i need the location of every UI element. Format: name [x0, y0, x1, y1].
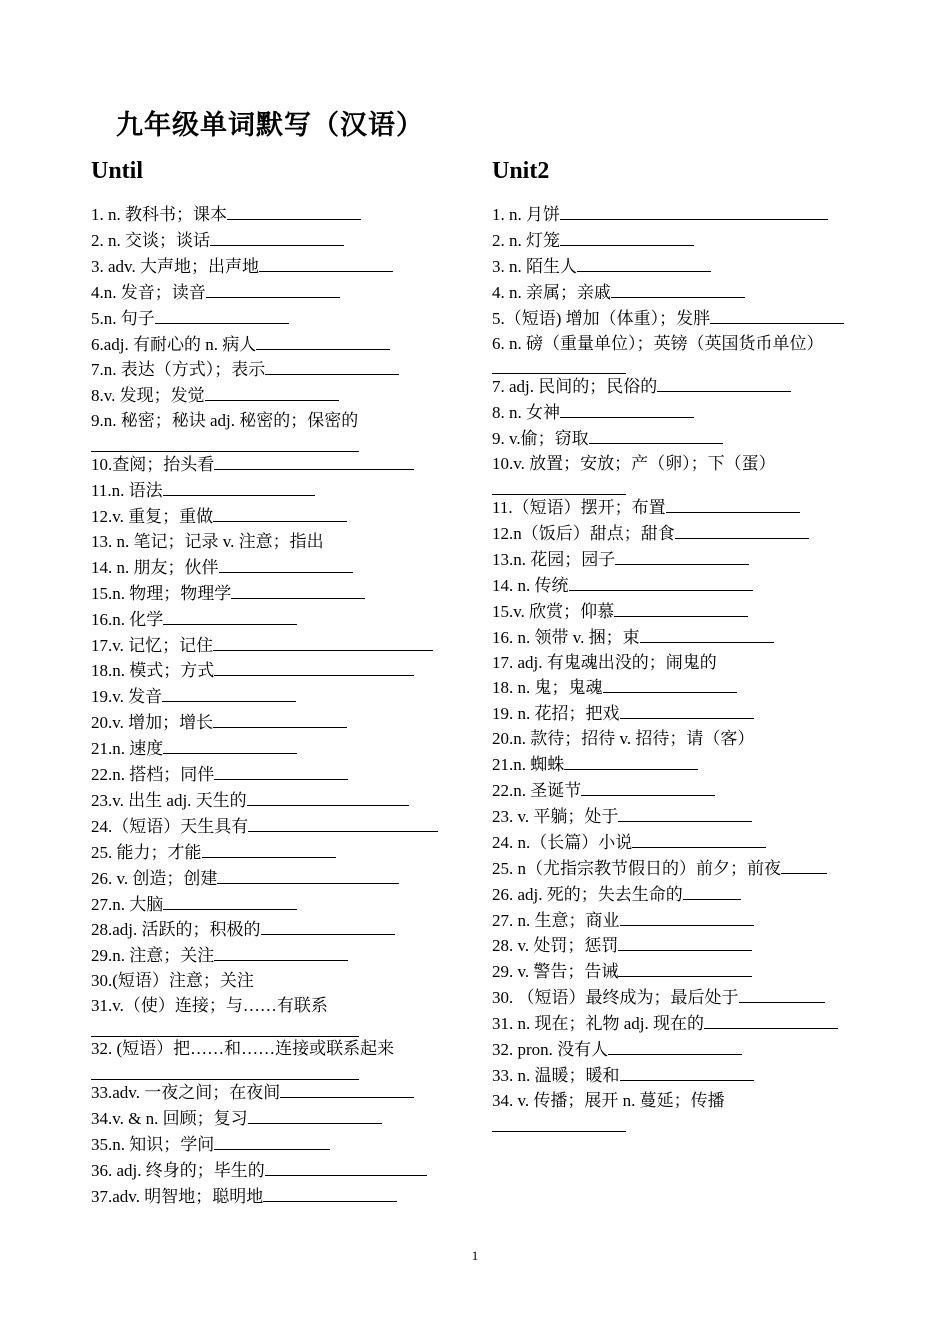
unit1-column	[91, 156, 471, 1210]
vocab-prompt: 24.（短语）天生具有	[91, 816, 249, 836]
vocab-item	[492, 573, 872, 599]
answer-blank[interactable]	[614, 599, 748, 617]
vocab-prompt: 2. n. 交谈；谈话	[91, 230, 210, 250]
vocab-prompt: 13. n. 笔记；记录 v. 注意；指出	[91, 531, 324, 551]
vocab-prompt: 29.n. 注意；关注	[91, 946, 215, 966]
vocab-prompt: 28.adj. 活跃的；积极的	[91, 920, 261, 940]
vocab-prompt: 9.n. 秘密；秘诀 adj. 秘密的；保密的	[91, 411, 359, 431]
answer-blank[interactable]	[163, 892, 297, 910]
vocab-prompt: 26. v. 创造；创建	[91, 868, 218, 888]
answer-blank[interactable]	[217, 866, 399, 884]
vocab-item	[91, 969, 471, 994]
vocab-item	[91, 357, 471, 383]
vocab-prompt: 12.v. 重复；重做	[91, 506, 214, 526]
answer-blank[interactable]	[569, 573, 753, 591]
vocab-prompt: 34. v. 传播；展开 n. 蔓延；传播	[492, 1090, 725, 1110]
vocab-prompt: 18.n. 模式；方式	[91, 661, 215, 681]
vocab-prompt: 5.n. 句子	[91, 308, 155, 328]
page-title: 九年级单词默写（汉语）	[116, 110, 424, 141]
vocab-item	[492, 778, 872, 804]
vocab-prompt: 37.adv. 明智地；聪明地	[91, 1186, 264, 1206]
vocab-item	[91, 762, 471, 788]
answer-blank[interactable]	[620, 908, 754, 926]
answer-blank[interactable]	[640, 625, 774, 643]
answer-blank[interactable]	[608, 1037, 742, 1055]
vocab-item	[91, 994, 471, 1019]
vocab-item	[91, 1037, 471, 1062]
vocab-item	[492, 651, 872, 676]
answer-blank[interactable]	[213, 633, 433, 651]
vocab-item	[492, 985, 872, 1011]
answer-blank[interactable]	[666, 495, 800, 513]
vocab-item	[91, 710, 471, 736]
vocab-item	[492, 374, 872, 400]
vocab-item	[91, 383, 471, 409]
vocab-prompt: 30. （短语）最终成为；最后处于	[492, 988, 739, 1008]
vocab-item	[91, 633, 471, 659]
vocab-prompt: 9. v.偷；窃取	[492, 429, 589, 449]
vocab-item	[91, 452, 471, 478]
unit2-heading: Unit2	[492, 158, 550, 184]
vocab-item	[492, 933, 872, 959]
answer-blank[interactable]	[205, 383, 339, 401]
answer-blank[interactable]	[581, 778, 715, 796]
vocab-item	[492, 599, 872, 625]
vocab-prompt: 31. n. 现在；礼物 adj. 现在的	[492, 1014, 705, 1034]
answer-blank[interactable]	[611, 280, 745, 298]
vocab-item	[91, 866, 471, 892]
answer-blank[interactable]	[560, 202, 828, 220]
vocab-prompt: 11.（短语）摆开；布置	[492, 498, 666, 518]
vocab-item	[91, 1158, 471, 1184]
vocab-prompt: 18. n. 鬼；鬼魂	[492, 678, 603, 698]
vocab-prompt: 15.v. 欣赏；仰慕	[492, 601, 615, 621]
answer-blank[interactable]	[214, 943, 348, 961]
answer-blank[interactable]	[91, 1019, 359, 1037]
vocab-prompt: 23.v. 出生 adj. 天生的	[91, 790, 247, 810]
vocab-item	[492, 752, 872, 778]
vocab-item	[91, 254, 471, 280]
answer-blank[interactable]	[213, 504, 347, 522]
answer-blank[interactable]	[603, 675, 737, 693]
vocab-item	[91, 504, 471, 530]
vocab-prompt: 12.n（饭后）甜点；甜食	[492, 523, 675, 543]
answer-blank[interactable]	[620, 701, 754, 719]
vocab-prompt: 31.v.（使）连接；与……有联系	[91, 996, 328, 1016]
answer-blank[interactable]	[265, 357, 399, 375]
vocab-item	[492, 675, 872, 701]
vocab-prompt: 24. n.（长篇）小说	[492, 832, 633, 852]
vocab-prompt: 7.n. 表达（方式）；表示	[91, 360, 266, 380]
vocab-prompt: 22.n. 圣诞节	[492, 781, 582, 801]
answer-blank[interactable]	[214, 452, 414, 470]
vocab-item	[91, 1132, 471, 1158]
answer-blank[interactable]	[248, 814, 438, 832]
answer-blank[interactable]	[163, 736, 297, 754]
vocab-item	[492, 332, 872, 357]
vocab-item	[91, 228, 471, 254]
answer-blank[interactable]	[577, 254, 711, 272]
vocab-item	[91, 658, 471, 684]
vocab-item	[91, 788, 471, 814]
vocab-item	[492, 495, 872, 521]
vocab-prompt: 11.n. 语法	[91, 481, 163, 501]
vocab-prompt: 32. (短语）把……和……连接或联系起来	[91, 1039, 395, 1059]
vocab-item	[91, 530, 471, 555]
vocab-prompt: 4.n. 发音；读音	[91, 282, 206, 302]
vocab-item	[91, 434, 471, 452]
vocab-item	[91, 814, 471, 840]
answer-blank[interactable]	[564, 752, 698, 770]
vocab-item	[492, 547, 872, 573]
answer-blank[interactable]	[265, 1158, 427, 1176]
vocab-item	[492, 306, 872, 332]
answer-blank[interactable]	[256, 332, 390, 350]
vocab-item	[492, 804, 872, 830]
answer-blank[interactable]	[214, 1132, 330, 1150]
vocab-item	[91, 1080, 471, 1106]
vocab-item	[91, 840, 471, 866]
unit1-item-list	[91, 202, 471, 1210]
vocab-item	[91, 1184, 471, 1210]
answer-blank[interactable]	[781, 856, 827, 874]
answer-blank[interactable]	[214, 658, 414, 676]
vocab-item	[91, 280, 471, 306]
vocab-prompt: 13.n. 花园；园子	[492, 549, 616, 569]
answer-blank[interactable]	[560, 400, 694, 418]
answer-blank[interactable]	[263, 1184, 397, 1202]
answer-blank[interactable]	[492, 1114, 626, 1132]
vocab-prompt: 14. n. 传统	[492, 575, 569, 595]
vocab-item	[91, 555, 471, 581]
vocab-prompt: 6.adj. 有耐心的 n. 病人	[91, 334, 257, 354]
answer-blank[interactable]	[219, 555, 353, 573]
vocab-item	[492, 727, 872, 752]
answer-blank[interactable]	[231, 581, 365, 599]
vocab-item	[91, 607, 471, 633]
vocab-item	[91, 736, 471, 762]
vocab-prompt: 2. n. 灯笼	[492, 230, 560, 250]
vocab-prompt: 6. n. 磅（重量单位）；英镑（英国货币单位）	[492, 333, 824, 353]
vocab-item	[492, 356, 872, 374]
vocab-item	[492, 959, 872, 985]
vocab-prompt: 26. adj. 死的；失去生命的	[492, 884, 683, 904]
vocab-prompt: 14. n. 朋友；伙伴	[91, 557, 219, 577]
vocab-prompt: 3. adv. 大声地；出声地	[91, 256, 259, 276]
vocab-prompt: 33. n. 温暖；暖和	[492, 1066, 620, 1085]
answer-blank[interactable]	[492, 477, 626, 495]
vocab-prompt: 7. adj. 民间的；民俗的	[492, 377, 658, 397]
unit1-heading: Until	[91, 158, 144, 184]
answer-blank[interactable]	[632, 830, 766, 848]
unit2-item-list	[492, 202, 872, 1132]
vocab-item	[492, 856, 872, 882]
vocab-item	[492, 452, 872, 477]
vocab-item	[91, 684, 471, 710]
vocab-prompt: 21.n. 速度	[91, 739, 164, 759]
vocab-prompt: 36. adj. 终身的；毕生的	[91, 1160, 265, 1180]
vocab-item	[91, 306, 471, 332]
answer-blank[interactable]	[620, 1063, 754, 1081]
vocab-prompt: 20.v. 增加；增长	[91, 713, 214, 733]
vocab-item	[492, 477, 872, 495]
vocab-item	[492, 908, 872, 934]
vocab-prompt: 1. n. 月饼	[492, 205, 560, 224]
answer-blank[interactable]	[163, 607, 297, 625]
vocab-item	[492, 1114, 872, 1132]
vocab-prompt: 19. n. 花招；把戏	[492, 704, 620, 724]
answer-blank[interactable]	[210, 228, 344, 246]
answer-blank[interactable]	[91, 1062, 359, 1080]
vocab-prompt: 5.（短语) 增加（体重）；发胖	[492, 308, 711, 328]
vocab-prompt: 23. v. 平躺；处于	[492, 806, 619, 826]
vocab-item	[492, 254, 872, 280]
answer-blank[interactable]	[227, 202, 361, 220]
answer-blank[interactable]	[155, 306, 289, 324]
vocab-item	[492, 426, 872, 452]
vocab-item	[492, 882, 872, 908]
answer-blank[interactable]	[162, 684, 296, 702]
vocab-item	[91, 409, 471, 434]
vocab-prompt: 30.(短语）注意；关注	[91, 971, 254, 991]
answer-blank[interactable]	[704, 1011, 838, 1029]
vocab-prompt: 4. n. 亲属；亲戚	[492, 282, 611, 302]
answer-blank[interactable]	[560, 228, 694, 246]
vocab-prompt: 10.v. 放置；安放；产（卵）；下（蛋）	[492, 454, 776, 474]
answer-blank[interactable]	[261, 917, 395, 935]
vocab-prompt: 35.n. 知识；学问	[91, 1134, 215, 1154]
answer-blank[interactable]	[259, 254, 393, 272]
vocab-prompt: 15.n. 物理；物理学	[91, 583, 232, 603]
vocab-item	[492, 830, 872, 856]
vocab-prompt: 17.v. 记忆；记住	[91, 635, 214, 655]
vocab-prompt: 3. n. 陌生人	[492, 256, 577, 276]
vocab-item	[492, 1089, 872, 1114]
vocab-item	[91, 581, 471, 607]
vocab-item	[91, 917, 471, 943]
answer-blank[interactable]	[280, 1080, 414, 1098]
vocab-item	[91, 1062, 471, 1080]
vocab-prompt: 1. n. 教科书；课本	[91, 205, 227, 224]
answer-blank[interactable]	[202, 840, 336, 858]
vocab-prompt: 25. n（尤指宗教节假日的）前夕；前夜	[492, 858, 781, 878]
vocab-prompt: 19.v. 发音	[91, 687, 163, 707]
vocab-item	[492, 1037, 872, 1063]
vocab-prompt: 34.v. & n. 回顾；复习	[91, 1108, 248, 1128]
vocab-item	[492, 228, 872, 254]
vocab-prompt: 16.n. 化学	[91, 609, 164, 629]
answer-blank[interactable]	[615, 547, 749, 565]
vocab-item	[91, 892, 471, 918]
vocab-prompt: 25. 能力；才能	[91, 842, 202, 862]
vocab-item	[91, 332, 471, 358]
vocab-item	[91, 1019, 471, 1037]
vocab-prompt: 22.n. 搭档；同伴	[91, 765, 215, 785]
vocab-item	[91, 478, 471, 504]
vocab-item	[492, 625, 872, 651]
answer-blank[interactable]	[589, 426, 723, 444]
answer-blank[interactable]	[163, 478, 315, 496]
answer-blank[interactable]	[247, 788, 409, 806]
unit2-column	[492, 156, 872, 1132]
vocab-prompt: 10.查阅；抬头看	[91, 455, 215, 475]
answer-blank[interactable]	[214, 762, 348, 780]
vocab-item	[492, 701, 872, 727]
vocab-prompt: 16. n. 领带 v. 捆；束	[492, 627, 640, 647]
vocab-prompt: 8.v. 发现；发觉	[91, 386, 205, 406]
answer-blank[interactable]	[618, 933, 752, 951]
vocab-prompt: 20.n. 款待；招待 v. 招待；请（客）	[492, 729, 755, 749]
answer-blank[interactable]	[657, 374, 791, 392]
answer-blank[interactable]	[683, 882, 741, 900]
answer-blank[interactable]	[710, 306, 844, 324]
vocab-prompt: 27. n. 生意；商业	[492, 910, 620, 930]
answer-blank[interactable]	[213, 710, 347, 728]
answer-blank[interactable]	[618, 959, 752, 977]
vocab-item	[492, 1063, 872, 1089]
vocab-item	[492, 1011, 872, 1037]
vocab-item	[492, 202, 872, 228]
answer-blank[interactable]	[248, 1106, 382, 1124]
vocab-item	[492, 400, 872, 426]
vocab-item	[91, 1106, 471, 1132]
vocab-item	[492, 280, 872, 306]
answer-blank[interactable]	[739, 985, 825, 1003]
vocab-prompt: 32. pron. 没有人	[492, 1040, 609, 1060]
answer-blank[interactable]	[618, 804, 752, 822]
vocab-item	[91, 202, 471, 228]
vocab-prompt: 29. v. 警告；告诫	[492, 962, 619, 982]
vocab-prompt: 8. n. 女神	[492, 403, 560, 423]
vocab-item	[91, 943, 471, 969]
vocab-prompt: 21.n. 蜘蛛	[492, 755, 565, 775]
answer-blank[interactable]	[675, 521, 809, 539]
answer-blank[interactable]	[206, 280, 340, 298]
vocab-item	[492, 521, 872, 547]
vocab-prompt: 33.adv. 一夜之间；在夜间	[91, 1083, 281, 1102]
answer-blank[interactable]	[91, 434, 359, 452]
vocab-prompt: 27.n. 大脑	[91, 894, 164, 914]
page-number: 1	[471, 1248, 479, 1263]
answer-blank[interactable]	[492, 356, 626, 374]
vocab-prompt: 28. v. 处罚；惩罚	[492, 936, 619, 956]
vocab-prompt: 17. adj. 有鬼魂出没的；闹鬼的	[492, 652, 717, 672]
